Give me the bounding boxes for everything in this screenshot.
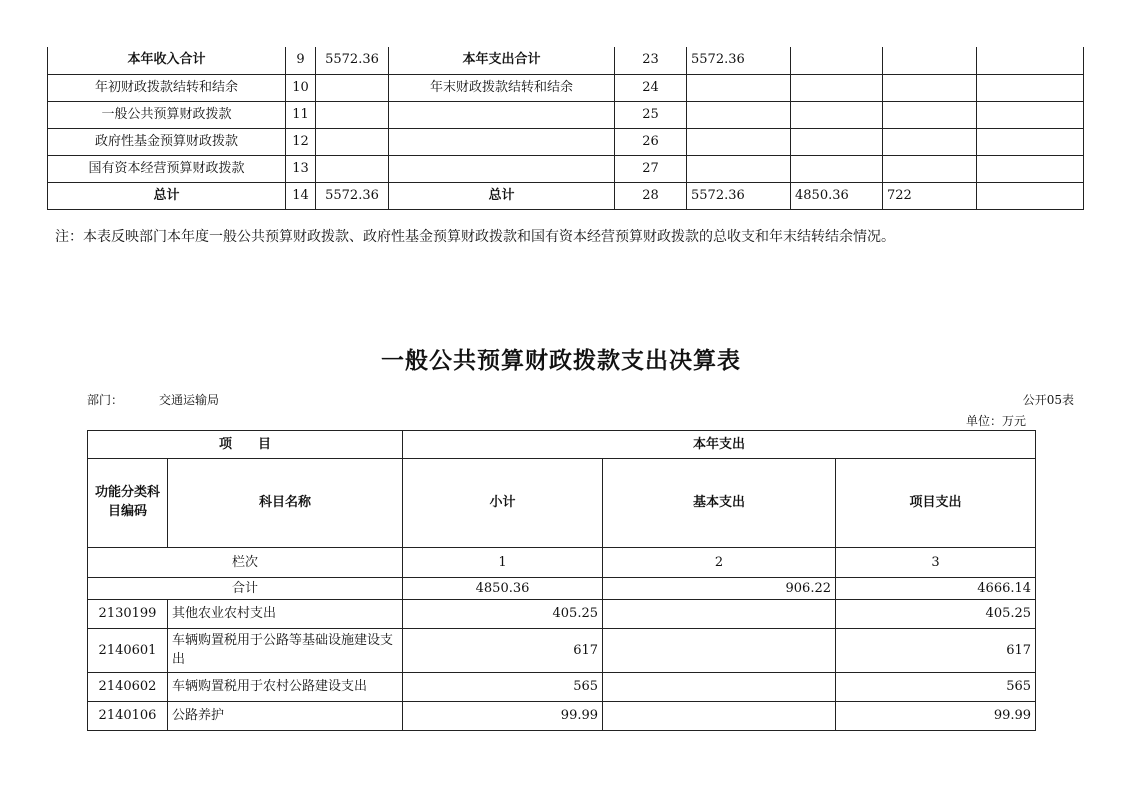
left-line-no: 14 (286, 182, 316, 209)
left-value (316, 128, 389, 155)
right-project (883, 155, 977, 182)
basic-value (603, 702, 836, 731)
function-code: 2140601 (88, 629, 168, 673)
function-code: 2140602 (88, 673, 168, 702)
subject-name: 其他农业农村支出 (168, 600, 403, 629)
right-value (687, 155, 791, 182)
left-label: 政府性基金预算财政拨款 (48, 128, 286, 155)
right-line-no: 27 (615, 155, 687, 182)
table-row (48, 74, 1084, 101)
basic-value (603, 673, 836, 702)
right-label (389, 155, 615, 182)
unit-label: 单位：万元 (965, 414, 1026, 428)
right-line-no: 26 (615, 128, 687, 155)
right-label: 本年支出合计 (389, 47, 615, 74)
subtotal-value: 617 (403, 629, 603, 673)
right-basic: 4850.36 (791, 182, 883, 209)
subtotal-value: 565 (403, 673, 603, 702)
table-row (48, 47, 1084, 74)
project-value: 565 (836, 673, 1036, 702)
left-value (316, 74, 389, 101)
code-header: 功能分类科目编码 (88, 459, 168, 548)
right-basic (791, 155, 883, 182)
left-value: 5572.36 (316, 47, 389, 74)
column-number-label: 栏次 (88, 548, 403, 578)
table-row (48, 128, 1084, 155)
expenditure-table (87, 430, 1036, 731)
name-header: 科目名称 (168, 459, 403, 548)
project-value: 99.99 (836, 702, 1036, 731)
left-label: 总计 (48, 182, 286, 209)
right-value (687, 74, 791, 101)
function-code: 2130199 (88, 600, 168, 629)
total-project: 4666.14 (836, 578, 1036, 600)
department-label: 部门： (87, 393, 124, 407)
department-value: 交通运输局 (159, 393, 220, 407)
income-expense-summary-table (47, 47, 1084, 210)
right-basic (791, 128, 883, 155)
column-number: 1 (403, 548, 603, 578)
project-value: 617 (836, 629, 1036, 673)
subject-name: 公路养护 (168, 702, 403, 731)
left-label: 一般公共预算财政拨款 (48, 101, 286, 128)
right-value (687, 101, 791, 128)
right-line-no: 25 (615, 101, 687, 128)
subtotal-value: 405.25 (403, 600, 603, 629)
column-number: 2 (603, 548, 836, 578)
right-basic (791, 74, 883, 101)
right-basic (791, 101, 883, 128)
right-value (687, 128, 791, 155)
right-basic (791, 47, 883, 74)
extra-cell (977, 155, 1084, 182)
right-line-no: 28 (615, 182, 687, 209)
subject-name: 车辆购置税用于公路等基础设施建设支出 (168, 629, 403, 673)
right-line-no: 24 (615, 74, 687, 101)
total-row (88, 578, 1036, 600)
form-number: 公开05表 (1022, 393, 1074, 407)
right-value: 5572.36 (687, 182, 791, 209)
left-line-no: 10 (286, 74, 316, 101)
extra-cell (977, 182, 1084, 209)
project-value: 405.25 (836, 600, 1036, 629)
extra-cell (977, 101, 1084, 128)
left-label: 国有资本经营预算财政拨款 (48, 155, 286, 182)
project-expense-header: 项目支出 (836, 459, 1036, 548)
left-line-no: 13 (286, 155, 316, 182)
right-label: 总计 (389, 182, 615, 209)
table-row (88, 629, 1036, 673)
left-line-no: 12 (286, 128, 316, 155)
table-row (88, 702, 1036, 731)
left-value (316, 155, 389, 182)
table-row (48, 155, 1084, 182)
header-row (88, 431, 1036, 459)
total-subtotal: 4850.36 (403, 578, 603, 600)
right-line-no: 23 (615, 47, 687, 74)
total-label: 合计 (88, 578, 403, 600)
right-value: 5572.36 (687, 47, 791, 74)
right-project (883, 128, 977, 155)
header-row (88, 459, 1036, 548)
basic-value (603, 629, 836, 673)
left-line-no: 11 (286, 101, 316, 128)
left-label: 本年收入合计 (48, 47, 286, 74)
table-row (48, 182, 1084, 209)
table-note: 注：本表反映部门本年度一般公共预算财政拨款、政府性基金预算财政拨款和国有资本经营预算财政拨款的总收支和年末结转结余情况。 (55, 229, 895, 245)
column-number-row (88, 548, 1036, 578)
right-project: 722 (883, 182, 977, 209)
right-project (883, 74, 977, 101)
basic-value (603, 600, 836, 629)
extra-cell (977, 128, 1084, 155)
left-label: 年初财政拨款结转和结余 (48, 74, 286, 101)
table-row (88, 673, 1036, 702)
function-code: 2140106 (88, 702, 168, 731)
right-project (883, 47, 977, 74)
subject-name: 车辆购置税用于农村公路建设支出 (168, 673, 403, 702)
extra-cell (977, 47, 1084, 74)
right-project (883, 101, 977, 128)
subtotal-value: 99.99 (403, 702, 603, 731)
right-label (389, 128, 615, 155)
left-line-no: 9 (286, 47, 316, 74)
current-year-header: 本年支出 (403, 431, 1036, 459)
right-label (389, 101, 615, 128)
extra-cell (977, 74, 1084, 101)
table-row (88, 600, 1036, 629)
basic-header: 基本支出 (603, 459, 836, 548)
project-header: 项 目 (88, 431, 403, 459)
column-number: 3 (836, 548, 1036, 578)
table-row (48, 101, 1084, 128)
left-value (316, 101, 389, 128)
left-value: 5572.36 (316, 182, 389, 209)
total-basic: 906.22 (603, 578, 836, 600)
right-label: 年末财政拨款结转和结余 (389, 74, 615, 101)
page-title: 一般公共预算财政拨款支出决算表 (381, 347, 741, 374)
subtotal-header: 小计 (403, 459, 603, 548)
